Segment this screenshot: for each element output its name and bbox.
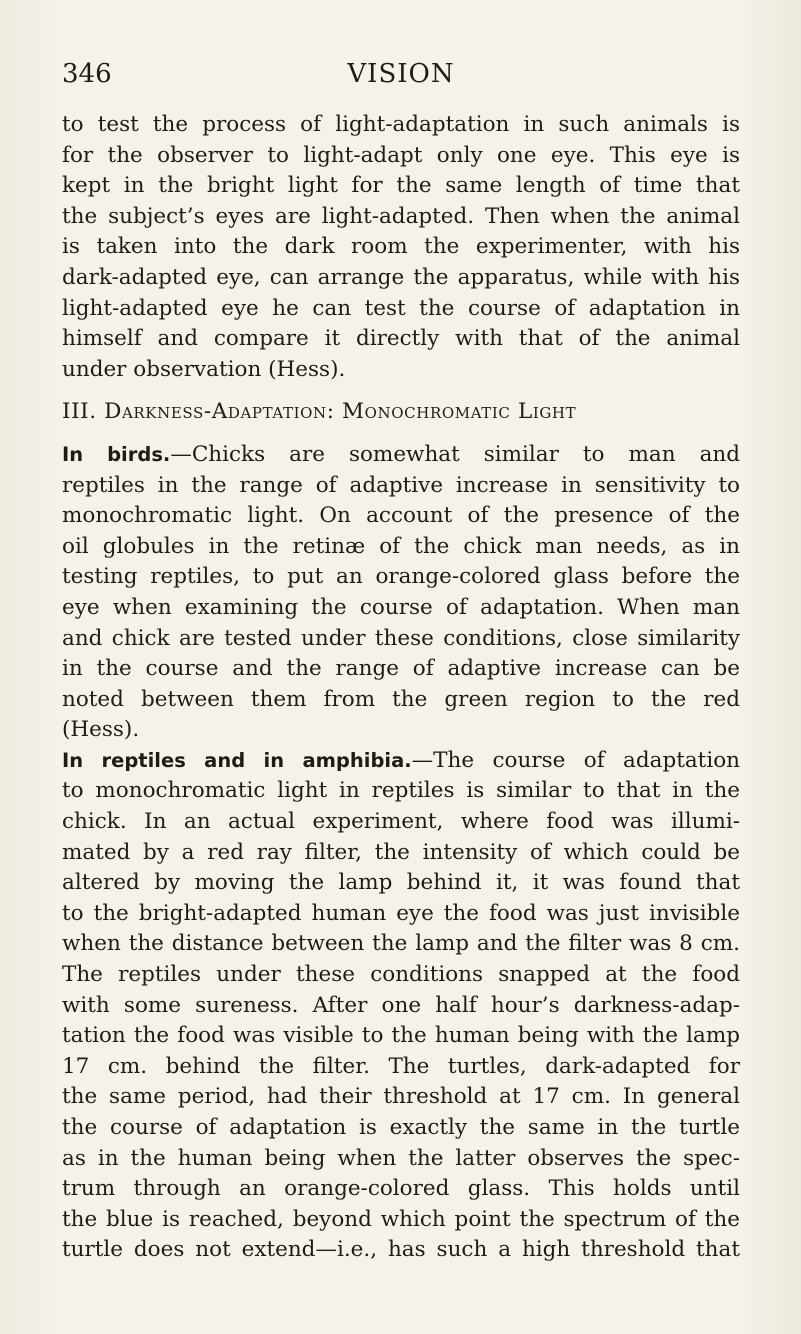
text-line: himself and compare it directly with that of the animal (62, 326, 740, 352)
text-line: chick. In an actual experiment, where food was illumi- (62, 809, 740, 835)
text-line: light-adapted eye he can test the course of adaptation in (62, 295, 740, 321)
text-line (62, 440, 740, 471)
text-line: testing reptiles, to put an orange-colored glass before the (62, 564, 740, 590)
text-fragment: —Chicks are somewhat similar to man and (170, 441, 740, 467)
text-line: tation the food was visible to the human being with the lamp (62, 1023, 740, 1049)
running-head: VISION (347, 59, 455, 89)
text-line: kept in the bright light for the same length of time that (62, 173, 740, 199)
paragraph-reptiles (62, 746, 740, 1266)
text-line: in the course and the range of adaptive increase can be (62, 656, 740, 682)
text-line: when the distance between the lamp and the filter was 8 cm. (62, 931, 740, 957)
text-line: oil globules in the retinæ of the chick man needs, as in (62, 533, 740, 559)
text-line: is taken into the dark room the experimenter, with his (62, 234, 740, 260)
text-line: the course of adaptation is exactly the same in the turtle (62, 1115, 740, 1140)
text-line: to monochromatic light in reptiles is similar to that in the (62, 778, 740, 804)
paragraph-birds (62, 440, 740, 746)
text-line: with some sureness. After one half hour’s darkness-adap- (62, 992, 740, 1018)
text-line: dark-adapted eye, can arrange the apparatus, while with his (62, 264, 740, 290)
text-line: the blue is reached, beyond which point the spectrum of the (62, 1206, 740, 1232)
paragraph-light-adaptation (62, 110, 740, 385)
text-line: The reptiles under these conditions snapped at the food (62, 962, 740, 988)
text-line: (Hess). (62, 717, 140, 743)
run-in-heading: In reptiles and in amphibia. (62, 748, 412, 772)
page-header (62, 56, 740, 92)
text-line: mated by a red ray filter, the intensity of which could be (62, 839, 740, 865)
text-line: altered by moving the lamp behind it, it was found that (62, 870, 740, 896)
text-line: to the bright-adapted human eye the food was just invisible (62, 900, 740, 926)
text-line: reptiles in the range of adaptive increase in sensitivity to (62, 472, 740, 498)
text-line (62, 746, 740, 777)
text-line: noted between them from the green region to the red (62, 686, 740, 712)
run-in-heading: In birds. (62, 442, 171, 466)
text-line: turtle does not extend—i.e., has such a high threshold that (62, 1237, 740, 1263)
text-line: and chick are tested under these conditions, close similarity (62, 625, 740, 651)
text-fragment: —The course of adaptation (411, 747, 740, 773)
text-line: for the observer to light-adapt only one eye. This eye is (62, 142, 740, 168)
text-line: 17 cm. behind the filter. The turtles, dark-adapted for (62, 1053, 740, 1079)
text-line: the same period, had their threshold at 17 cm. In general (62, 1084, 740, 1110)
text-line: trum through an orange-colored glass. This holds until (62, 1176, 740, 1202)
text-line: to test the process of light-adaptation in such animals is (62, 112, 740, 137)
text-line: as in the human being when the latter observes the spec- (62, 1145, 740, 1171)
section-heading: III. Darkness-Adaptation: Monochromatic Light (62, 399, 577, 425)
page-body (62, 110, 740, 1266)
text-line: monochromatic light. On account of the presence of the (62, 503, 740, 529)
text-line: the subject’s eyes are light-adapted. Then when the animal (62, 203, 740, 229)
text-line: eye when examining the course of adaptation. When man (62, 594, 740, 620)
page-number: 346 (62, 59, 112, 89)
text-line: under observation (Hess). (62, 356, 346, 382)
